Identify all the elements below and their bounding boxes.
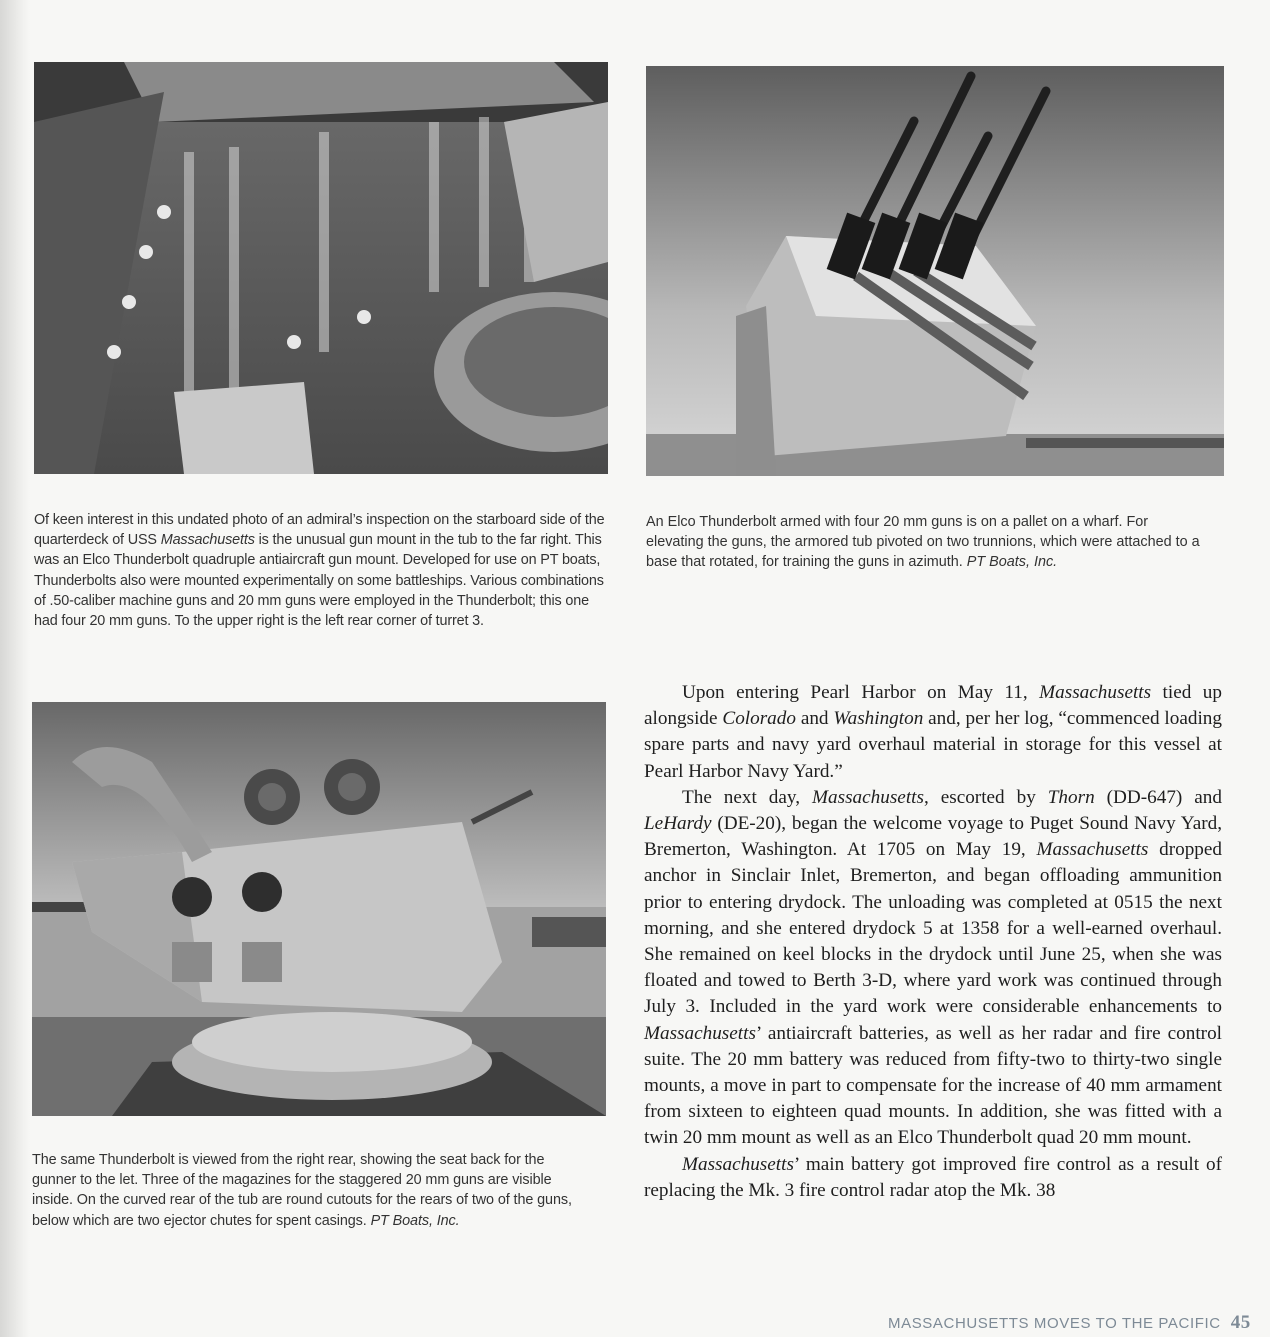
body-paragraph: The next day, Massachusetts, escorted by Thorn (DD-647) and LeHardy (DE-20), began the welcome voyage to Puget Sound Navy Yard, Bremerton, Washington. At 1705 on May 19, Massachusetts dropped anchor in Sinclair Inlet, Bremerton, and began offloading ammunition prior to entering drydock. The unloading was completed at 0515 the next morning, and she entered drydock 5 at 1358 for a well-earned overhaul. She remained on keel blocks in the drydock until June 25, when she was floated and towed to Berth 3-D, where yard work was continued through July 3. Included in the yard work were considerable enhancements to Massachusetts’ antiaircraft batteries, as well as her radar and fire control suite. The 20 mm battery was reduced from fifty-two to thirty-two single mounts, a move in part to compensate for the increase of 40 mm armament from sixteen to eighteen quad mounts. In addition, she was fitted with a twin 20 mm mount as well as an Elco Thunderbolt quad 20 mm mount. (644, 786, 1222, 1149)
italic-run: LeHardy (644, 813, 712, 835)
page-footer (888, 1312, 1251, 1334)
photo-thunderbolt-rear (32, 702, 606, 1116)
italic-run: Massachusetts (1036, 839, 1149, 861)
italic-run: Massachusetts (160, 532, 255, 549)
italic-run: Washington (833, 708, 924, 730)
body-paragraph: Massachusetts’ main battery got improved fire control as a result of replacing the Mk. 3 fire control radar atop the Mk. 38 (644, 1153, 1222, 1201)
photo-admirals-inspection (34, 62, 608, 474)
inspection-photo-drawing (34, 62, 608, 474)
caption-admirals-inspection: Of keen interest in this undated photo of an admiral’s inspection on the starboard side of the quarterdeck of USS Massachusetts is the unusual gun mount in the tub to the far right. This was an Elco Thunderbolt quadruple antiaircraft gun mount. Developed for use on PT boats, Thunderbolts also were mounted experimentally on some battleships. Various combinations of .50-caliber machine guns and 20 mm guns were employed in the Thunderbolt; this one had four 20 mm guns. To the upper right is the left rear corner of turret 3. (34, 512, 605, 630)
italic-run: Massachusetts (812, 786, 924, 808)
italic-run: PT Boats, Inc. (966, 554, 1058, 571)
italic-run: PT Boats, Inc. (370, 1212, 460, 1229)
body-paragraph: Upon entering Pearl Harbor on May 11, Massachusetts tied up alongside Colorado and Washington and, per her log, “commenced loading spare parts and navy yard overhaul material in storage for this vessel at Pearl Harbor Navy Yard.” (644, 682, 1222, 782)
caption-thunderbolt-rear: The same Thunderbolt is viewed from the right rear, showing the seat back for the gunner to the let. Three of the magazines for the staggered 20 mm guns are visible inside. On the curved rear of the tub are round cutouts for the rears of two of the guns, below which are two ejector chutes for spent casings. PT Boats, Inc. (32, 1152, 572, 1229)
photo-thunderbolt-wharf (646, 66, 1224, 476)
italic-run: Massachusetts (1039, 682, 1152, 703)
italic-run: Massachusetts (682, 1153, 794, 1175)
page-gutter-shadow (0, 0, 30, 1337)
body-text-column (644, 680, 1222, 1204)
page-number: 45 (1230, 1312, 1251, 1333)
running-head: MASSACHUSETTS MOVES TO THE PACIFIC (888, 1315, 1221, 1332)
italic-run: Thorn (1047, 786, 1095, 808)
caption-thunderbolt-wharf: An Elco Thunderbolt armed with four 20 mm guns is on a pallet on a wharf. For elevating the guns, the armored tub pivoted on two trunnions, which were attached to a base that rotated, for training the guns in azimuth. PT Boats, Inc. (646, 514, 1200, 571)
rear-view-photo-drawing (32, 702, 606, 1116)
italic-run: Massachusetts (644, 1022, 756, 1044)
wharf-photo-drawing (646, 66, 1224, 476)
italic-run: Colorado (722, 708, 796, 730)
